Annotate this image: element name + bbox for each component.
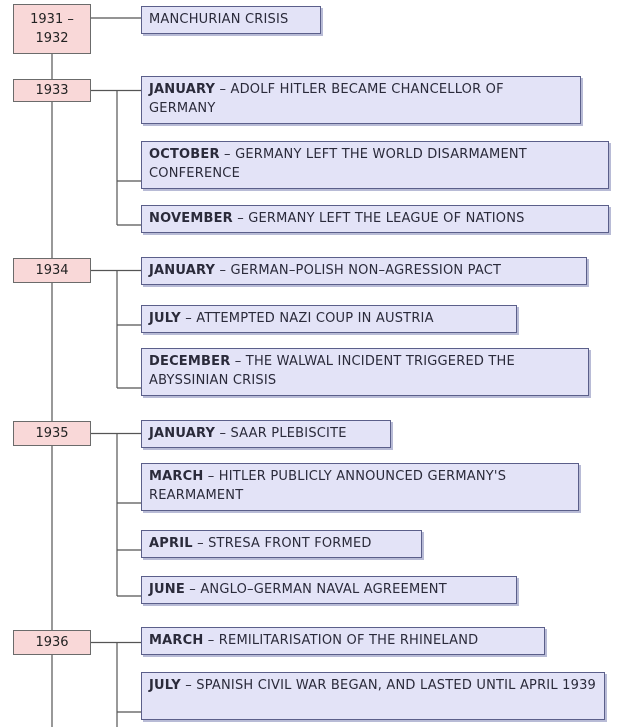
event-month: JANUARY <box>149 263 216 278</box>
event-month: JULY <box>149 311 181 326</box>
event-month: OCTOBER <box>149 147 220 162</box>
event-month: MARCH <box>149 633 204 648</box>
event-box <box>141 305 517 333</box>
event-box <box>141 257 587 285</box>
event-month: NOVEMBER <box>149 211 233 226</box>
event-text: – STRESA FRONT FORMED <box>192 536 372 551</box>
event-text: – GERMANY LEFT THE LEAGUE OF NATIONS <box>232 211 525 226</box>
event-box <box>141 627 545 655</box>
event-month: DECEMBER <box>149 354 231 369</box>
event-text: – ATTEMPTED NAZI COUP IN AUSTRIA <box>180 311 434 326</box>
event-box <box>141 6 321 34</box>
event-text: – THE WALWAL INCIDENT TRIGGERED THE ABYSSINIAN CRISIS <box>149 354 515 388</box>
event-month: JANUARY <box>149 426 216 441</box>
event-text: – REMILITARISATION OF THE RHINELAND <box>203 633 479 648</box>
event-month: MARCH <box>149 469 204 484</box>
event-month: JANUARY <box>149 82 216 97</box>
year-label: 1935 <box>13 421 91 446</box>
event-text: MANCHURIAN CRISIS <box>149 12 289 27</box>
event-month: JUNE <box>149 582 185 597</box>
event-text: – ANGLO–GERMAN NAVAL AGREEMENT <box>184 582 447 597</box>
event-text: – SPANISH CIVIL WAR BEGAN, AND LASTED UNTIL APRIL 1939 <box>180 678 597 693</box>
event-month: APRIL <box>149 536 193 551</box>
year-label: 1936 <box>13 630 91 655</box>
year-label: 1934 <box>13 258 91 283</box>
event-box <box>141 420 391 448</box>
event-box <box>141 672 605 720</box>
year-label: 1931 – 1932 <box>13 4 91 54</box>
event-box <box>141 348 589 396</box>
event-text: – GERMANY LEFT THE WORLD DISARMAMENT CONFERENCE <box>149 147 527 181</box>
event-text: – SAAR PLEBISCITE <box>215 426 347 441</box>
event-box <box>141 76 581 124</box>
event-text: – GERMAN–POLISH NON–AGRESSION PACT <box>215 263 502 278</box>
event-text: – ADOLF HITLER BECAME CHANCELLOR OF GERMANY <box>149 82 504 116</box>
event-box <box>141 205 609 233</box>
year-label: 1933 <box>13 79 91 102</box>
event-text: – HITLER PUBLICLY ANNOUNCED GERMANY'S REARMAMENT <box>149 469 507 503</box>
event-box <box>141 463 579 511</box>
event-month: JULY <box>149 678 181 693</box>
event-box <box>141 530 422 558</box>
event-box <box>141 141 609 189</box>
event-box <box>141 576 517 604</box>
